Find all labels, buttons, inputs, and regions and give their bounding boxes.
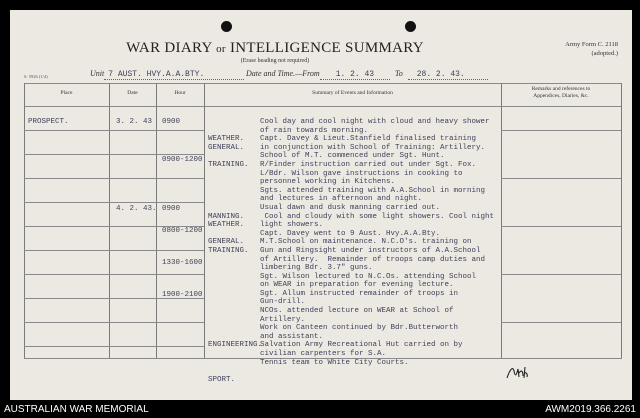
row-rule — [501, 226, 621, 227]
from-underline — [320, 79, 390, 80]
row-rule — [501, 274, 621, 275]
page-title: WAR DIARY or INTELLIGENCE SUMMARY — [126, 40, 424, 56]
table-top-line — [24, 83, 622, 84]
footer-accession: AWM2019.366.2261 — [545, 404, 636, 415]
col-rule — [501, 83, 502, 358]
date-time-field: Date and Time.—From 1. 2. 43 — [246, 69, 375, 79]
col-header-remarks: Remarks and references to Appendices, Diaries, &c. — [531, 86, 591, 99]
print-code: S. 5926 (1/4) — [24, 74, 48, 79]
col-rule — [24, 83, 25, 358]
army-form-ref: Army Form C. 2118 (adopted.) — [565, 41, 618, 57]
col-header-date: Date — [127, 90, 138, 96]
hour-cell: 1900-2100 — [162, 291, 203, 299]
row-rule — [501, 130, 621, 131]
hour-cell: 0900 — [162, 118, 181, 126]
to-field: To 28. 2. 43. — [395, 69, 465, 79]
page-subtitle: (Erase heading not required) — [240, 58, 310, 64]
row-rule — [24, 346, 204, 347]
hour-cell: 0900 — [162, 205, 181, 213]
initials-signature — [504, 363, 534, 381]
row-rule — [501, 178, 621, 179]
row-rule — [501, 322, 621, 323]
row-rule — [24, 202, 204, 203]
place-cell: PROSPECT. — [28, 118, 69, 126]
col-header-summary: Summary of Events and Information — [312, 90, 393, 96]
header-divider — [24, 106, 622, 107]
row-rule — [24, 274, 204, 275]
summary-text: Cool day and cool night with cloud and heavy shower of rain towards morning. Capt. Davey & Lieut.Stanfield finalised training in conjunction with School of Training: Artillery. School of M.T. commenced under Sgt. Hunt. R/Finder instruction carried out under Sgt. Fox. L/Bdr. Wilson gave instructions in cooking to personnel working in Kitchens. Sgts. attended training with A.A.School in morning and lectures in afternoon and night. Usual dawn and dusk manning carried out. Cool and cloudy with some light showers. Cool night light showers. Capt. Davey went to 9 Aust. Hvy.A.A.Bty. M.T.School on maintenance. N.C.O's. training on Gun and Ringsight under instructors of A.A.School of Artillery. Remainder of troops camp duties and limbering Bdr. 3.7" guns. Sgt. Wilson lectured to N.C.Os. attending School on WEAR in preparation for evening lecture. Sgt. Allum instructed remainder of troops in Gun-drill. NCOs. attended lecture on WEAR at School of Artillery. Work on Canteen continued by Bdr.Butterworth and assistant. Salvation Army Recreational Hut carried on by civilian carpenters for S.A. Tennis team to White City Courts. — [260, 118, 495, 367]
col-header-place: Place — [60, 90, 73, 96]
col-rule — [109, 83, 110, 358]
unit-field: Unit 7 AUST. HVY.A.A.BTY. — [90, 69, 205, 79]
date-cell: 3. 2. 43 — [116, 118, 153, 126]
to-underline — [408, 79, 488, 80]
hour-cell: 0900-1200 — [162, 156, 203, 164]
row-rule — [24, 178, 204, 179]
row-rule — [24, 154, 204, 155]
footer-institution: AUSTRALIAN WAR MEMORIAL — [4, 404, 149, 415]
hour-cell: 0800-1200 — [162, 227, 203, 235]
hour-cell: 1330-1600 — [162, 259, 203, 267]
row-rule — [24, 322, 204, 323]
diary-sheet — [10, 10, 632, 400]
col-header-hour: Hour — [174, 90, 186, 96]
col-rule — [156, 83, 157, 358]
col-rule — [204, 83, 205, 358]
col-rule — [621, 83, 622, 358]
punch-hole — [221, 21, 232, 32]
row-rule — [24, 130, 204, 131]
punch-hole — [405, 21, 416, 32]
unit-underline — [104, 79, 244, 80]
date-cell: 4. 2. 43. — [116, 205, 157, 213]
heading-column: WEATHER. GENERAL. TRAINING. MANNING. WEATHER. GENERAL. TRAINING. ENGINEERING. SPORT. — [208, 135, 263, 384]
row-rule — [24, 250, 204, 251]
